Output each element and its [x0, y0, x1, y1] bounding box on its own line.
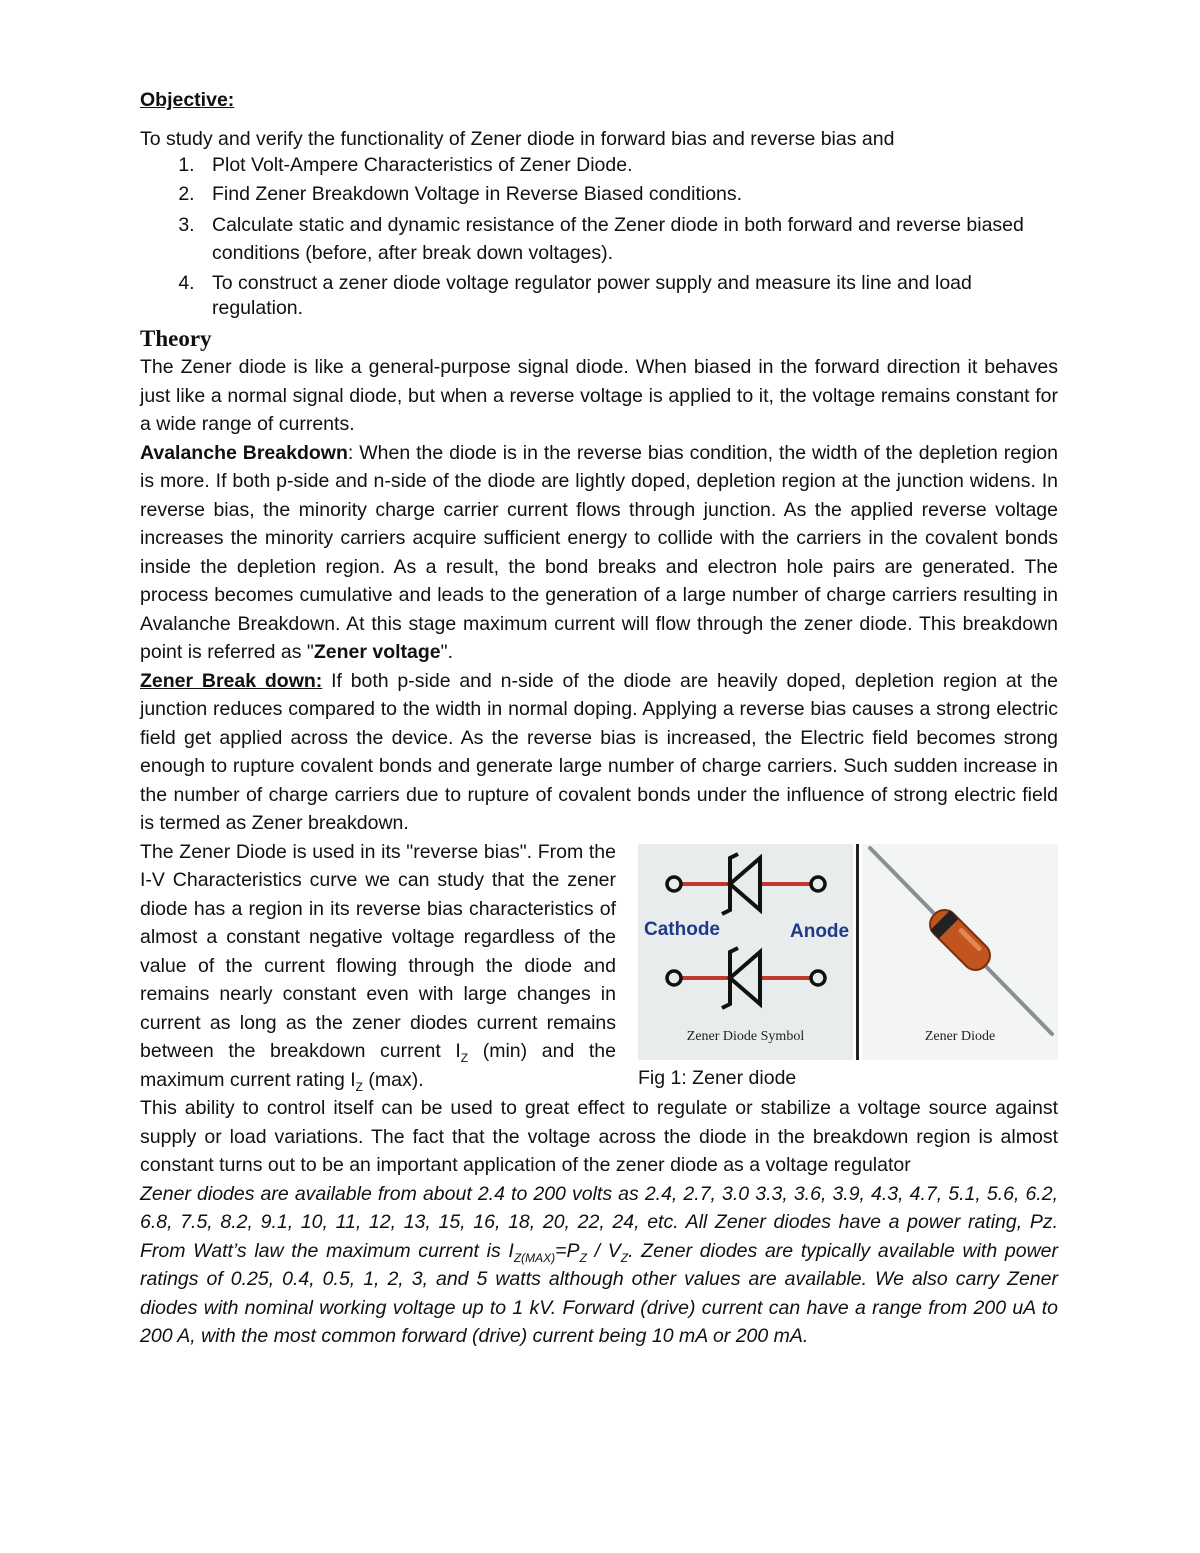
zener-symbol-panel [638, 844, 853, 1060]
availability-sub-z: Z [579, 1250, 587, 1265]
page-content [140, 86, 1058, 1351]
objective-item: 2. Find Zener Breakdown Voltage in Reverse Biased conditions. [200, 182, 1058, 207]
theory-heading: Theory [140, 326, 212, 351]
anode-label: Anode [790, 920, 850, 942]
availability-text-b: =P [555, 1239, 580, 1262]
avalanche-text: : When the diode is in the reverse bias condition, the width of the depletion region is more. If both p-side and n-side of the diode are lightly doped, depletion region at the junction widens. In reverse bias, the minority charge carrier current flows through junction. As the applied reverse voltage increases the minority carriers acquire sufficient energy to collide with the carriers in the covalent bonds inside the depletion region. As a result, the bond breaks and electron hole pairs are generated. The process becomes cumulative and leads to the generation of a large number of charge carriers resulting in Avalanche Breakdown. At this stage maximum current will flow through the zener diode. This breakdown point is referred as " [140, 441, 1058, 663]
objective-intro: To study and verify the functionality of Zener diode in forward bias and reverse bias and [140, 127, 895, 150]
cathode-label: Cathode [644, 918, 720, 940]
zener-breakdown-text: If both p-side and n-side of the diode are heavily doped, depletion region at the junction reduces compared to the width in normal doping. Applying a reverse bias causes a strong electric field get applied across the device. As the reverse bias is increased, the Electric field becomes strong enough to rupture covalent bonds and generate large number of charge carriers. Such sudden increase in the number of charge carriers due to rupture of covalent bonds under the influence of strong electric field is termed as Zener breakdown. [140, 669, 1058, 834]
availability-paragraph [140, 1180, 1058, 1351]
usage-section [140, 838, 1058, 1095]
usage-text-a: The Zener Diode is used in its "reverse bias". From the I-V Characteristics curve we can study that the zener diode has a region in its reverse bias characteristics of almost a constant negative voltage regardless of the value of the current flowing through the diode and remains nearly constant even with large changes in current as long as the zener diodes current remains between the breakdown current I [140, 840, 616, 1062]
usage-paragraph [140, 838, 616, 1095]
figure-caption: Fig 1: Zener diode [638, 1066, 797, 1089]
theory-intro: The Zener diode is like a general-purpose signal diode. When biased in the forward direction it behaves just like a normal signal diode, but when a reverse voltage is applied to it, the voltage remains constant for a wide range of currents. [140, 356, 1058, 435]
figure-image [638, 844, 1058, 1060]
availability-text-a: Zener diodes are available from about 2.4 to 200 volts as 2.4, 2.7, 3.0 3.3, 3.6, 3.9, 4.3, 4.7, 5.1, 5.6, 6.2, 6.8, 7.5, 8.2, 9.1, 10, 11, 12, 13, 15, 16, 18, 20, 22, 24, etc. All Zener diodes have a power rating, Pz. From Watt’s law the maximum current is I [140, 1182, 1058, 1262]
zener-breakdown-label: Zener Break down: [140, 669, 323, 692]
objective-item: 1. Plot Volt-Ampere Characteristics of Zener Diode. [200, 153, 1058, 178]
zener-breakdown-paragraph [140, 667, 1058, 838]
objective-item: 4. To construct a zener diode voltage regulator power supply and measure its line and load regulation. [200, 271, 1058, 321]
objective-heading: Objective: [140, 89, 235, 111]
avalanche-label: Avalanche Breakdown [140, 441, 348, 464]
avalanche-paragraph [140, 439, 1058, 667]
availability-sub-zmax: Z(MAX) [513, 1250, 556, 1265]
availability-text-c: / V [586, 1239, 621, 1262]
symbol-caption: Zener Diode Symbol [686, 1029, 805, 1044]
zener-photo-panel [862, 844, 1058, 1060]
usage-sub-z: Z [355, 1079, 363, 1094]
avalanche-term: Zener voltage [313, 641, 441, 663]
availability-sub-z: Z [620, 1250, 629, 1265]
objective-list [140, 153, 1058, 321]
zener-figure [638, 844, 1060, 1090]
objective-item: 3. Calculate static and dynamic resistance of the Zener diode in both forward and reverse biased conditions (before, after break down voltages). [200, 211, 1058, 267]
availability-text-d: . Zener diodes are typically available with power ratings of 0.25, 0.4, 0.5, 1, 2, 3, and 5 watts although other values are available. We also carry Zener diodes with nominal working voltage up to 1 kV. Forward (drive) current can have a range from 200 uA to 200 A, with the most common forward (drive) current being 10 mA or 200 mA. [140, 1239, 1058, 1347]
avalanche-end: ". [440, 641, 453, 663]
usage-text-c: (max). [363, 1068, 424, 1091]
usage-sub-z: Z [460, 1050, 469, 1065]
photo-caption: Zener Diode [924, 1029, 996, 1044]
usage-text-b: (min) and the maximum current rating I [140, 1040, 616, 1091]
figure-divider [856, 844, 859, 1060]
regulator-paragraph: This ability to control itself can be used to great effect to regulate or stabilize a voltage source against supply or load variations. The fact that the voltage across the diode in the breakdown region is almost constant turns out to be an important application of the zener diode as a voltage regulator [140, 1097, 1058, 1176]
